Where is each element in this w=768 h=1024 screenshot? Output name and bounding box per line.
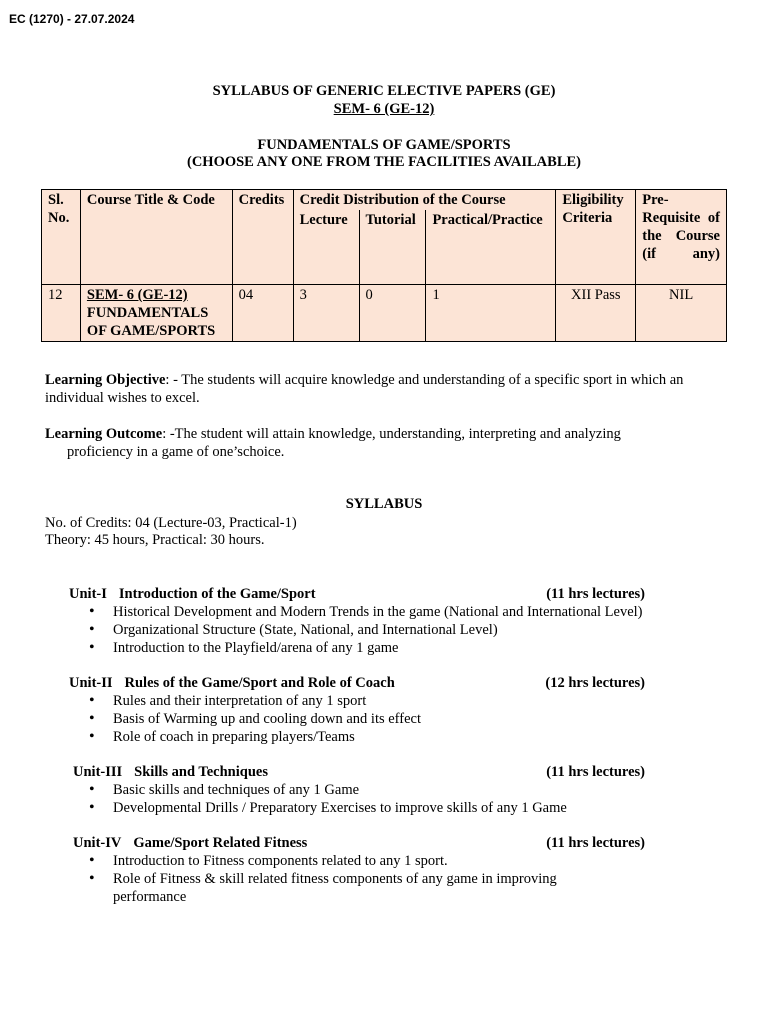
- learning-outcome: [45, 426, 715, 461]
- header-credit-distribution: Credit Distribution of the Course: [293, 190, 556, 211]
- unit-topics: [89, 692, 669, 746]
- unit-number: Unit-IV: [73, 835, 122, 851]
- header-tutorial: Tutorial: [359, 210, 426, 285]
- unit-hours: (12 hrs lectures): [545, 675, 645, 691]
- outcome-text: : -The student will attain knowledge, understanding, interpreting and analyzing: [162, 426, 621, 442]
- unit-title: Skills and Techniques: [134, 764, 268, 780]
- list-item: • Role of coach in preparing players/Teams: [89, 728, 669, 746]
- course-heading: FUNDAMENTALS OF GAME/SPORTS: [257, 137, 511, 153]
- unit-topics: [89, 603, 669, 657]
- cell-prerequisite: NIL: [636, 285, 727, 342]
- cell-course-title: [80, 285, 232, 342]
- unit-title: Introduction of the Game/Sport: [118, 586, 316, 602]
- unit-heading: [69, 675, 649, 692]
- unit-hours: (11 hrs lectures): [546, 764, 645, 780]
- cell-credits: 04: [232, 285, 293, 342]
- header-prerequisite-text: Pre-Requisite of the Course (if any): [642, 192, 720, 262]
- unit-hours: (11 hrs lectures): [546, 586, 645, 602]
- header-prerequisite: [636, 190, 727, 285]
- course-subheading: (CHOOSE ANY ONE FROM THE FACILITIES AVAILABLE): [186, 154, 581, 170]
- cell-practical: 1: [426, 285, 556, 342]
- course-table: [41, 189, 727, 342]
- outcome-text-continued: proficiency in a game of one’schoice.: [67, 443, 285, 460]
- objective-text: : - The students will acquire knowledge and understanding of a specific sport in which an individual wishes to excel.: [45, 372, 684, 406]
- header-eligibility: Eligibility Criteria: [556, 190, 636, 285]
- unit-title: Game/Sport Related Fitness: [133, 835, 308, 851]
- unit-topics: [89, 852, 589, 906]
- list-item: • Basic skills and techniques of any 1 Game: [89, 781, 669, 799]
- cell-tutorial: 0: [359, 285, 426, 342]
- cell-course-name: FUNDAMENTALS OF GAME/SPORTS: [86, 305, 216, 339]
- list-item: • Historical Development and Modern Trends in the game (National and International Level): [89, 603, 669, 621]
- semester-label: SEM- 6 (GE-12): [333, 101, 435, 117]
- header-credits: Credits: [232, 190, 293, 285]
- header-lecture: Lecture: [293, 210, 359, 285]
- cell-sl-no: 12: [42, 285, 81, 342]
- unit-heading: [73, 764, 649, 781]
- cell-lecture: 3: [293, 285, 359, 342]
- unit-number: Unit-III: [73, 764, 123, 780]
- learning-objective: [45, 372, 715, 407]
- unit-number: Unit-I: [69, 586, 107, 602]
- list-item: • Introduction to Fitness components related to any 1 sport.: [89, 852, 589, 870]
- cell-eligibility: XII Pass: [556, 285, 636, 342]
- doc-title: SYLLABUS OF GENERIC ELECTIVE PAPERS (GE): [212, 83, 556, 99]
- unit-topics: [89, 781, 669, 817]
- cell-course-code: SEM- 6 (GE-12): [86, 287, 188, 303]
- table-row: [42, 285, 727, 342]
- list-item: • Rules and their interpretation of any 1 sport: [89, 692, 669, 710]
- doc-semester: [0, 101, 768, 118]
- list-item: • Developmental Drills / Preparatory Exercises to improve skills of any 1 Game: [89, 799, 669, 817]
- unit-heading: [69, 586, 649, 603]
- header-practical: Practical/Practice: [426, 210, 556, 285]
- unit-hours: (11 hrs lectures): [546, 835, 645, 851]
- objective-label: Learning Objective: [45, 372, 166, 388]
- unit-heading: [73, 835, 649, 852]
- document-code: EC (1270) - 27.07.2024: [9, 12, 135, 26]
- unit-title: Rules of the Game/Sport and Role of Coach: [124, 675, 395, 691]
- outcome-label: Learning Outcome: [45, 426, 163, 442]
- list-item: • Introduction to the Playfield/arena of any 1 game: [89, 639, 669, 657]
- list-item: • Organizational Structure (State, National, and International Level): [89, 621, 669, 639]
- credits-line: No. of Credits: 04 (Lecture-03, Practical-1): [45, 515, 297, 531]
- list-item: • Basis of Warming up and cooling down and its effect: [89, 710, 669, 728]
- hours-line: Theory: 45 hours, Practical: 30 hours.: [45, 532, 265, 548]
- unit-number: Unit-II: [69, 675, 113, 691]
- header-sl-no: Sl. No.: [42, 190, 81, 285]
- syllabus-heading: SYLLABUS: [345, 496, 423, 512]
- list-item: • Role of Fitness & skill related fitness components of any game in improving performance: [89, 870, 589, 906]
- header-course-title: Course Title & Code: [80, 190, 232, 285]
